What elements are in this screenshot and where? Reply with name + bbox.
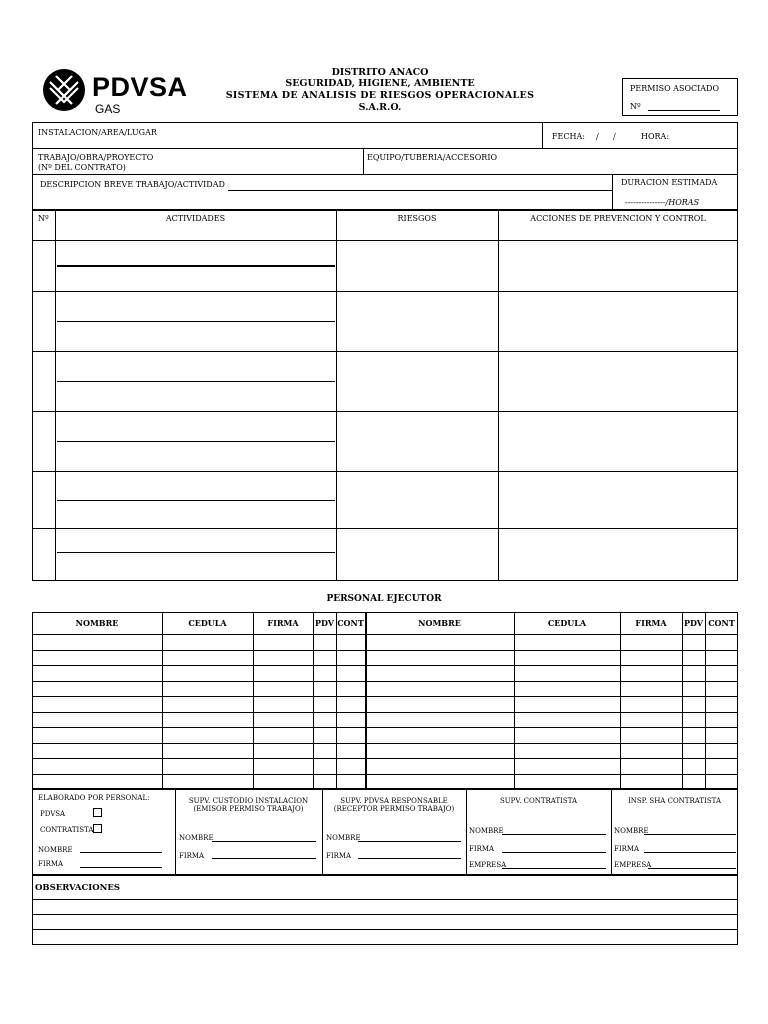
observaciones-title: OBSERVACIONES: [35, 883, 121, 893]
supv-firma-label: FIRMA: [469, 845, 495, 853]
insp-firma-field[interactable]: [644, 852, 736, 853]
supv-nombre-label: NOMBRE: [469, 827, 504, 835]
personal-col-header: NOMBRE: [418, 618, 461, 628]
personal-row[interactable]: [32, 681, 738, 682]
contratista-option-label: CONTRATISTA: [40, 826, 94, 834]
header-district: DISTRITO ANACO: [331, 67, 429, 78]
supv-empresa-field[interactable]: [502, 868, 606, 869]
header-acronym: S.A.R.O.: [358, 102, 402, 113]
observaciones-line-1[interactable]: [32, 899, 738, 900]
insp-empresa-field[interactable]: [648, 868, 736, 869]
col-riesgos-header: RIESGOS: [397, 214, 437, 223]
observaciones-line-2[interactable]: [32, 914, 738, 915]
personal-col-header: PDV: [314, 618, 335, 628]
pdvsa-option-label: PDVSA: [40, 810, 66, 818]
permiso-num-field[interactable]: [648, 110, 720, 111]
contrato-label: (Nº DEL CONTRATO): [38, 163, 126, 172]
responsable-title: SUPV. PDVSA RESPONSABLE: [340, 797, 448, 805]
personal-col-header: CEDULA: [188, 618, 227, 628]
personal-col-header: FIRMA: [635, 618, 667, 628]
permiso-title: PERMISO ASOCIADO: [630, 84, 720, 93]
permiso-num-label: Nº: [630, 102, 641, 111]
insp-title: INSP. SHA CONTRATISTA: [627, 797, 721, 805]
observaciones-section: [32, 875, 738, 945]
header-department: SEGURIDAD, HIGIENE, AMBIENTE: [285, 78, 475, 89]
fecha-sep-1: /: [596, 132, 599, 141]
personal-row[interactable]: [32, 696, 738, 697]
col-num-header: Nº: [38, 214, 49, 223]
trabajo-label: TRABAJO/OBRA/PROYECTO: [38, 153, 154, 162]
fecha-label: FECHA:: [552, 132, 585, 141]
col-acciones-header: ACCIONES DE PREVENCION Y CONTROL: [530, 214, 706, 223]
header-system: SISTEMA DE ANALISIS DE RIESGOS OPERACIONALES: [225, 90, 535, 101]
duracion-label: DURACION ESTIMADA: [621, 178, 718, 187]
custodio-nombre-field[interactable]: [212, 841, 316, 842]
supv-nombre-field[interactable]: [502, 834, 606, 835]
responsable-firma-label: FIRMA: [326, 852, 352, 860]
hora-label: HORA:: [641, 132, 670, 141]
supv-contratista-title: SUPV. CONTRATISTA: [499, 797, 578, 805]
responsable-nombre-label: NOMBRE: [326, 834, 361, 842]
custodio-subtitle: (EMISOR PERMISO TRABAJO): [193, 805, 304, 813]
custodio-firma-label: FIRMA: [179, 852, 205, 860]
brand-logo-sub: GAS: [95, 102, 121, 116]
personal-row[interactable]: [32, 758, 738, 759]
personal-table: [32, 612, 738, 789]
elab-nombre-label: NOMBRE: [38, 846, 73, 854]
col-actividades-header: ACTIVIDADES: [165, 214, 226, 223]
pdvsa-sunburst-icon: [42, 68, 86, 112]
responsable-subtitle: (RECEPTOR PERMISO TRABAJO): [333, 805, 455, 813]
brand-logo-text: PDVSA: [92, 72, 188, 102]
descripcion-label: DESCRIPCION BREVE TRABAJO/ACTIVIDAD: [40, 180, 225, 189]
elab-nombre-field[interactable]: [80, 852, 162, 853]
personal-row[interactable]: [32, 650, 738, 651]
personal-col-header: NOMBRE: [75, 618, 119, 628]
personal-row[interactable]: [32, 727, 738, 728]
equipo-label: EQUIPO/TUBERIA/ACCESORIO: [367, 153, 498, 162]
contratista-checkbox[interactable]: [93, 824, 102, 833]
observaciones-line-3[interactable]: [32, 929, 738, 930]
descripcion-field[interactable]: [228, 190, 612, 191]
personal-col-header: PDV: [683, 618, 704, 628]
personal-row[interactable]: [32, 774, 738, 775]
insp-nombre-label: NOMBRE: [614, 827, 649, 835]
custodio-firma-field[interactable]: [212, 858, 316, 859]
horas-label: ---------------/HORAS: [625, 198, 700, 207]
personal-row[interactable]: [32, 712, 738, 713]
insp-firma-label: FIRMA: [614, 845, 640, 853]
personal-col-header: FIRMA: [267, 618, 299, 628]
pdvsa-checkbox[interactable]: [93, 808, 102, 817]
personal-title: PERSONAL EJECUTOR: [326, 594, 442, 604]
personal-row[interactable]: [32, 665, 738, 666]
custodio-nombre-label: NOMBRE: [179, 834, 214, 842]
personal-col-header: CEDULA: [547, 618, 587, 628]
insp-empresa-label: EMPRESA: [614, 861, 652, 869]
personal-col-header: CONT: [337, 618, 364, 628]
elaborado-label: ELABORADO POR PERSONAL:: [38, 794, 150, 802]
personal-row[interactable]: [32, 743, 738, 744]
insp-nombre-field[interactable]: [644, 834, 736, 835]
custodio-title: SUPV. CUSTODIO INSTALACION: [188, 797, 309, 805]
supv-empresa-label: EMPRESA: [469, 861, 507, 869]
supv-firma-field[interactable]: [502, 852, 606, 853]
personal-col-header: CONT: [708, 618, 735, 628]
elab-firma-label: FIRMA: [38, 860, 64, 868]
fecha-sep-2: /: [613, 132, 616, 141]
elab-firma-field[interactable]: [80, 867, 162, 868]
responsable-firma-field[interactable]: [358, 858, 461, 859]
responsable-nombre-field[interactable]: [358, 841, 461, 842]
personal-row[interactable]: [32, 634, 738, 635]
instalacion-label: INSTALACION/AREA/LUGAR: [38, 128, 157, 137]
